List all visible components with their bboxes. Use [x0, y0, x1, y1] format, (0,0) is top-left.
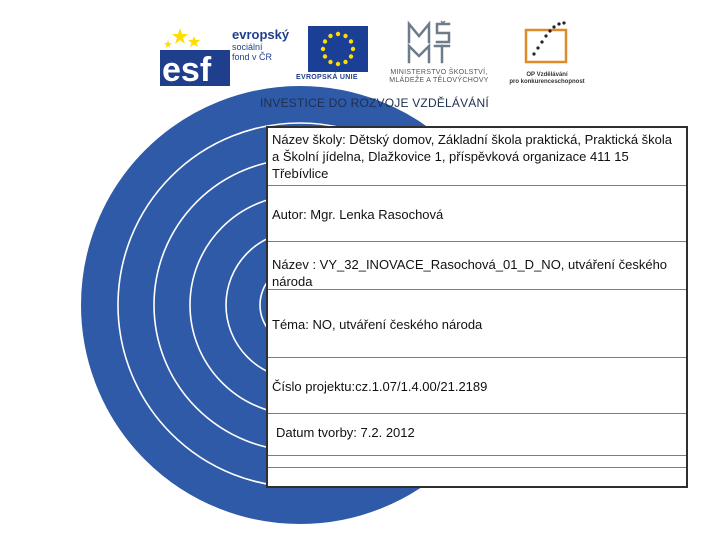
svg-text:esf: esf — [162, 51, 212, 86]
school-name-text: Název školy: Dětský domov, Základní škola praktická, Praktická škola a Školní jídelna, Dlažkovice 1, příspěvková organizace 411 15 Třebívlice — [272, 132, 673, 181]
topic-text: Téma: NO, utváření českého národa — [272, 317, 483, 332]
empty-row-2 — [268, 468, 686, 486]
eu-caption: EVROPSKÁ UNIE — [296, 74, 358, 81]
title-text: Název : VY_32_INOVACE_Rasochová_01_D_NO, utváření českého národa — [272, 257, 668, 289]
esf-logo-text — [232, 28, 289, 62]
project-text: Číslo projektu:cz.1.07/1.4.00/21.2189 — [272, 379, 488, 394]
op-vk-logo-icon — [516, 20, 578, 68]
info-panel — [266, 126, 688, 488]
op-caption-line2: pro konkurenceschopnost — [509, 79, 585, 85]
msmt-caption-line2: MLÁDEŽE A TĚLOVÝCHOVY — [389, 77, 489, 84]
msmt-caption-line1: MINISTERSTVO ŠKOLSTVÍ, — [390, 69, 488, 76]
investment-banner: INVESTICE DO ROZVOJE VZDĚLÁVÁNÍ — [260, 96, 489, 110]
title-row — [268, 242, 686, 290]
msmt-logo-icon — [405, 20, 475, 66]
date-text: Datum tvorby: 7.2. 2012 — [276, 425, 415, 440]
topic-row — [268, 290, 686, 358]
esf-line2: sociální — [232, 42, 263, 52]
op-caption — [502, 72, 592, 86]
esf-line3: fond v ČR — [232, 52, 273, 62]
msmt-caption — [374, 69, 504, 85]
school-name-row — [268, 128, 686, 186]
esf-line1: evropský — [232, 27, 290, 42]
esf-mark-icon — [160, 24, 230, 86]
author-row — [268, 186, 686, 242]
esf-logo — [160, 24, 300, 86]
author-text: Autor: Mgr. Lenka Rasochová — [272, 207, 444, 222]
project-row — [268, 358, 686, 414]
op-caption-line1: OP Vzdělávání — [526, 72, 568, 78]
date-row — [268, 414, 686, 456]
empty-row-1 — [268, 456, 686, 468]
logo-bar — [0, 0, 720, 118]
